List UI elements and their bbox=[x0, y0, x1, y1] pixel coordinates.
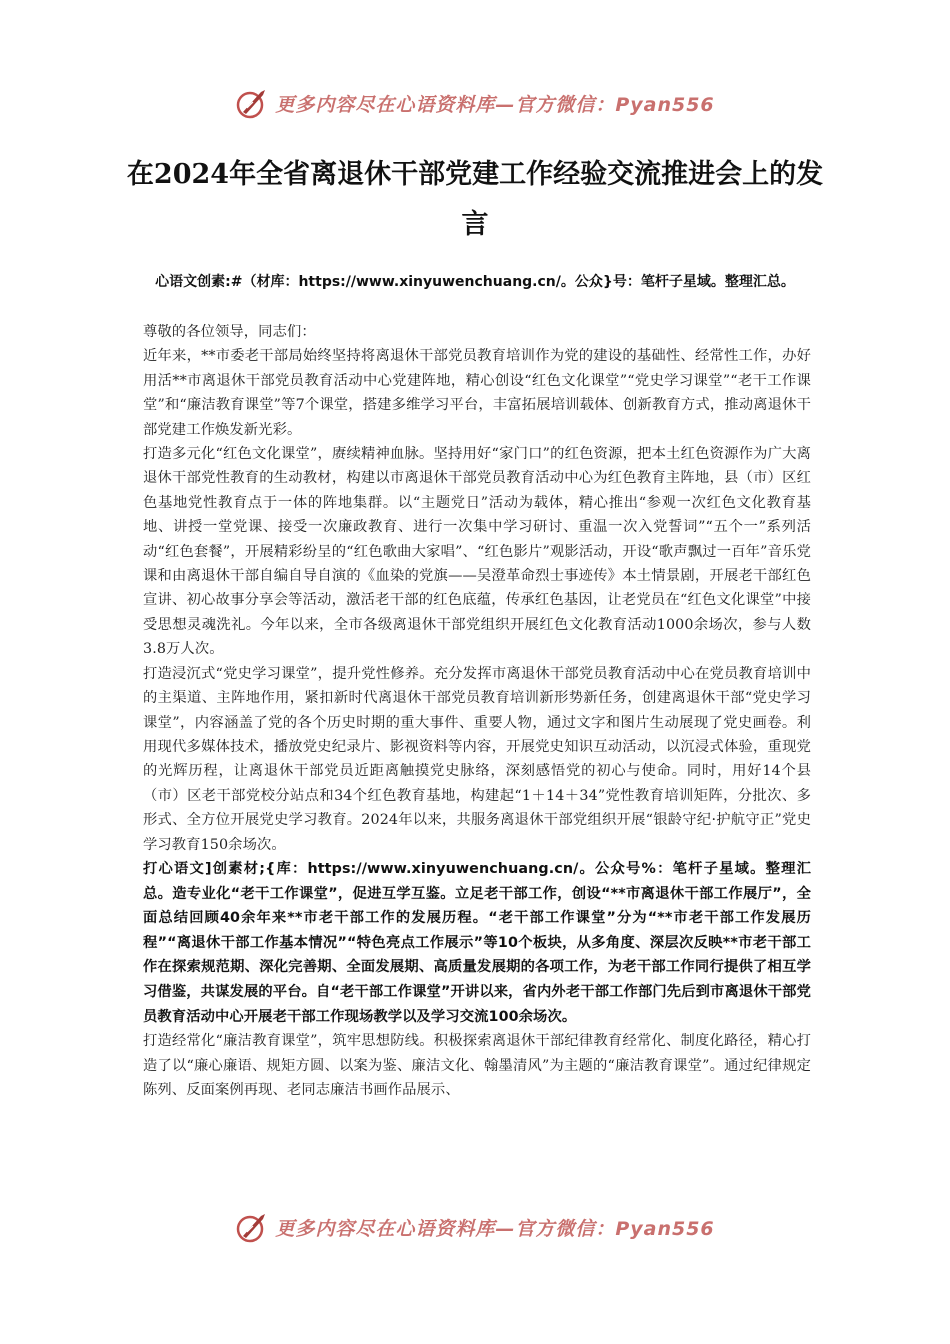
document-title: 在2024年全省离退休干部党建工作经验交流推进会上的发言 bbox=[126, 159, 824, 240]
paragraph-veteran-work: 打心语文]创素材;{库：https://www.xinyuwenchuang.cn/。公众号%：笔杆子星域。整理汇总。造专业化“老干工作课堂”，促进互学互鉴。立足老干部工作，创设“**市离退休干部工作展厅”，全面总结回顾40余年来**市老干部工作的发展历程。“老干部工作课堂”分为“**市老干部工作发展历程”“离退休干部工作基本情况”“特色亮点工作展示”等10个板块，从多角度、深层次反映**市老干部工作在探索规范期、深化完善期、全面发展期、高质量发展期的各项工作，为老干部工作同行提供了相互学习借鉴，共谋发展的平台。自“老干部工作课堂”开讲以来，省内外老干部工作部门先后到市离退休干部党员教育活动中心开展老干部工作现场教学以及学习交流100余场次。 bbox=[143, 860, 811, 1025]
source-line: 心语文创素:#（材库：https://www.xinyuwenchuang.cn/。公众}号：笔杆子星域。整理汇总。 bbox=[155, 274, 795, 290]
header-banner bbox=[0, 86, 950, 120]
header-banner-text: 更多内容尽在心语资料库—官方微信：Pyan556 bbox=[275, 93, 715, 116]
quill-logo-icon bbox=[235, 1210, 269, 1244]
paragraph-integrity: 打造经常化“廉洁教育课堂”，筑牢思想防线。积极探索离退休干部纪律教育经常化、制度化路径，精心打造了以“廉心廉语、规矩方圆、以案为鉴、廉洁文化、翰墨清风”为主题的“廉洁教育课堂”。通过纪律规定陈列、反面案例再现、老同志廉洁书画作品展示、 bbox=[143, 1033, 811, 1098]
document-body bbox=[143, 320, 811, 1102]
footer-banner-text: 更多内容尽在心语资料库—官方微信：Pyan556 bbox=[275, 1217, 715, 1240]
paragraph-intro: 近年来，**市委老干部局始终坚持将离退休干部党员教育培训作为党的建设的基础性、经常性工作，办好用活**市离退休干部党员教育活动中心党建阵地，精心创设“红色文化课堂”“党史学习课堂”“老干工作课堂”和“廉洁教育课堂”等7个课堂，搭建多维学习平台，丰富拓展培训载体、创新教育方式，推动离退休干部党建工作焕发新光彩。 bbox=[143, 348, 811, 438]
salutation: 尊敬的各位领导，同志们： bbox=[143, 324, 316, 340]
footer-banner bbox=[0, 1210, 950, 1244]
quill-logo-icon bbox=[235, 86, 269, 120]
paragraph-party-history: 打造浸沉式“党史学习课堂”，提升党性修养。充分发挥市离退休干部党员教育活动中心在党员教育培训中的主渠道、主阵地作用，紧扣新时代离退休干部党员教育培训新形势新任务，创建离退休干部“党史学习课堂”，内容涵盖了党的各个历史时期的重大事件、重要人物，通过文字和图片生动展现了党史画卷。利用现代多媒体技术，播放党史纪录片、影视资料等内容，开展党史知识互动活动，以沉浸式体验，重现党的光辉历程，让离退休干部党员近距离触摸党史脉络，深刻感悟党的初心与使命。同时，用好14个县（市）区老干部党校分站点和34个红色教育基地，构建起“1＋14＋34”党性教育培训矩阵，分批次、多形式、全方位开展党史学习教育。2024年以来，共服务离退休干部党组织开展“银龄守纪·护航守正”党史学习教育150余场次。 bbox=[143, 665, 811, 853]
paragraph-red-culture: 打造多元化“红色文化课堂”，赓续精神血脉。坚持用好“家门口”的红色资源，把本土红色资源作为广大离退休干部党性教育的生动教材，构建以市离退休干部党员教育活动中心为红色教育主阵地，县（市）区红色基地党性教育点于一体的阵地集群。以“主题党日”活动为载体，精心推出“参观一次红色文化教育基地、讲授一堂党课、接受一次廉政教育、进行一次集中学习研讨、重温一次入党誓词”“五个一”系列活动“红色套餐”，开展精彩纷呈的“红色歌曲大家唱”、“红色影片”观影活动，开设“歌声飘过一百年”音乐党课和由离退休干部自编自导自演的《血染的党旗——吴澄革命烈士事迹传》本土情景剧，开展老干部红色宣讲、初心故事分享会等活动，激活老干部的红色底蕴，传承红色基因，让老党员在“红色文化课堂”中接受思想灵魂洗礼。今年以来，全市各级离退休干部党组织开展红色文化教育活动1000余场次，参与人数3.8万人次。 bbox=[143, 446, 811, 658]
